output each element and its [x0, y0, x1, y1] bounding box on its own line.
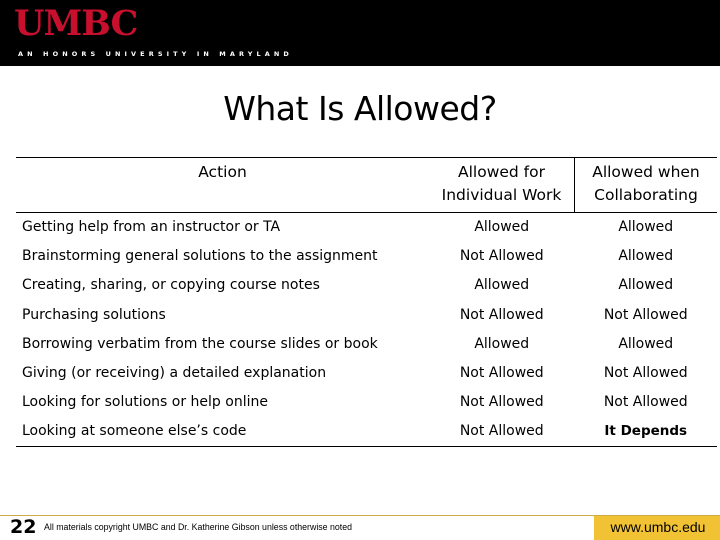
- header-allowed-for-line2: Individual Work: [441, 186, 562, 204]
- umbc-logo: UMBC: [14, 3, 138, 44]
- table-row: [16, 213, 717, 242]
- individual-cell: Not Allowed: [459, 248, 544, 265]
- collaborating-cell: Allowed: [618, 248, 674, 265]
- individual-cell: Not Allowed: [459, 423, 544, 440]
- action-cell: Creating, sharing, or copying course notes: [22, 277, 320, 294]
- collaborating-cell: Allowed: [618, 335, 674, 352]
- slide-title: What Is Allowed?: [223, 89, 497, 128]
- action-cell: Giving (or receiving) a detailed explanation: [22, 365, 327, 382]
- header-action-label: Action: [198, 163, 247, 181]
- action-cell: Looking for solutions or help online: [22, 394, 268, 411]
- table-row: [16, 329, 717, 358]
- table-row: [16, 300, 717, 329]
- action-cell: Getting help from an instructor or TA: [22, 219, 281, 236]
- action-cell: Borrowing verbatim from the course slides or book: [22, 335, 378, 352]
- table-row: [16, 388, 717, 417]
- header-allowed-when-line2: Collaborating: [594, 186, 698, 204]
- individual-cell: Allowed: [474, 335, 530, 352]
- header-bar: [0, 0, 720, 66]
- individual-cell: Not Allowed: [459, 394, 544, 411]
- allowed-table: [16, 157, 717, 447]
- table-row: [16, 358, 717, 387]
- header-allowed-when-line1: Allowed when: [592, 163, 700, 181]
- individual-cell: Not Allowed: [459, 306, 544, 323]
- individual-cell: Allowed: [474, 219, 530, 236]
- action-cell: Brainstorming general solutions to the assignment: [22, 248, 378, 265]
- university-tagline: AN HONORS UNIVERSITY IN MARYLAND: [18, 50, 293, 58]
- individual-cell: Not Allowed: [459, 365, 544, 382]
- slide-number: 22: [10, 516, 37, 538]
- collaborating-cell: Not Allowed: [603, 365, 688, 382]
- copyright-notice: All materials copyright UMBC and Dr. Katherine Gibson unless otherwise noted: [44, 522, 353, 532]
- collaborating-cell: It Depends: [604, 423, 688, 440]
- header-allowed-when: [575, 158, 718, 213]
- collaborating-cell: Allowed: [618, 219, 674, 236]
- action-cell: Purchasing solutions: [22, 306, 166, 323]
- collaborating-cell: Not Allowed: [603, 394, 688, 411]
- table-row: [16, 417, 717, 447]
- header-allowed-for: [429, 158, 575, 213]
- header-allowed-for-line1: Allowed for: [458, 163, 545, 181]
- header-action: [16, 158, 429, 213]
- individual-cell: Allowed: [474, 277, 530, 294]
- collaborating-cell: Not Allowed: [603, 306, 688, 323]
- website-url[interactable]: www.umbc.edu: [610, 519, 706, 535]
- table-row: [16, 242, 717, 271]
- table-header-row: [16, 158, 717, 213]
- action-cell: Looking at someone else’s code: [22, 423, 247, 440]
- collaborating-cell: Allowed: [618, 277, 674, 294]
- table-row: [16, 271, 717, 300]
